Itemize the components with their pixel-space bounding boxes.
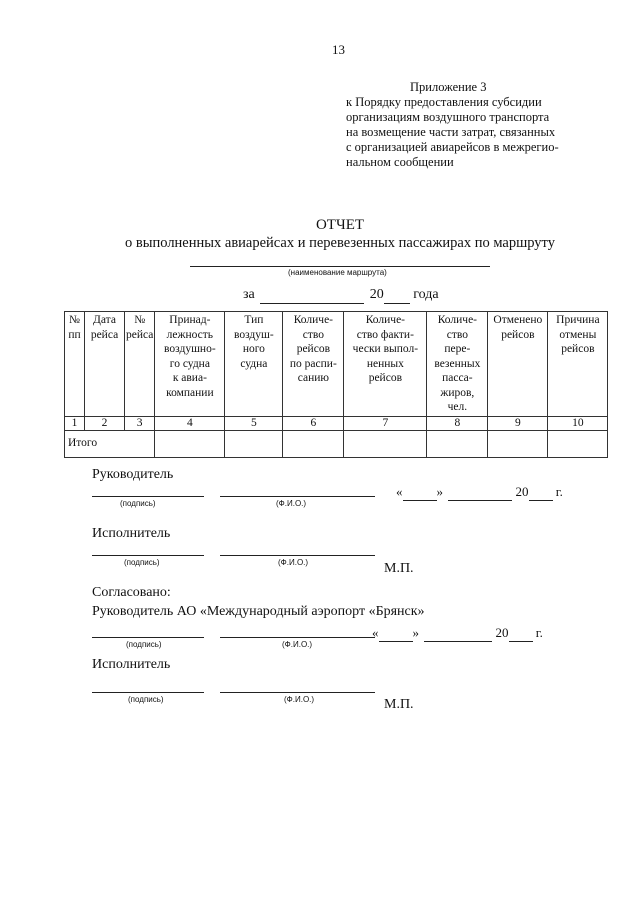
route-caption: (наименование маршрута)	[288, 268, 387, 277]
table-header-cell	[65, 312, 85, 417]
executor-label: Исполнитель	[92, 657, 171, 672]
total-cell[interactable]	[548, 430, 608, 457]
year-prefix: 20	[515, 484, 529, 499]
name-caption: (Ф.И.О.)	[282, 640, 313, 649]
column-number: 6	[283, 416, 344, 430]
total-cell[interactable]	[155, 430, 225, 457]
column-number: 2	[85, 416, 125, 430]
executor-sign-line[interactable]	[92, 692, 204, 693]
day-blank[interactable]	[403, 484, 437, 501]
table-header-cell	[155, 312, 225, 417]
total-cell[interactable]	[225, 430, 283, 457]
column-number: 9	[488, 416, 548, 430]
head-label: Руководитель	[92, 467, 174, 482]
airport-head-name-line[interactable]	[220, 637, 375, 638]
date-field	[396, 484, 563, 501]
sign-caption: (подпись)	[120, 499, 156, 508]
column-number: 7	[344, 416, 427, 430]
column-number: 10	[548, 416, 608, 430]
year-blank[interactable]	[509, 625, 533, 642]
day-blank[interactable]	[379, 625, 413, 642]
appendix-block	[346, 80, 559, 170]
report-period	[243, 287, 439, 304]
header-text: Количе- ство факти- чески выпол- ненных рейсов	[352, 314, 419, 384]
header-text: № пп	[68, 314, 81, 341]
executor-label: Исполнитель	[92, 526, 171, 541]
agreed-label: Согласовано:	[92, 585, 171, 600]
header-text: Отменено рейсов	[493, 314, 543, 341]
quote-open: «	[372, 625, 379, 640]
header-text: Количе- ство рейсов по распи- санию	[289, 314, 337, 384]
name-caption: (Ф.И.О.)	[284, 695, 315, 704]
table-header-cell	[344, 312, 427, 417]
month-blank[interactable]	[448, 484, 512, 501]
airport-head-sign-line[interactable]	[92, 637, 204, 638]
total-label: Итого	[65, 430, 155, 457]
column-number: 5	[225, 416, 283, 430]
column-number: 8	[427, 416, 488, 430]
year-prefix: 20	[495, 625, 509, 640]
appendix-line: организациям воздушного транспорта	[346, 110, 550, 124]
total-cell[interactable]	[488, 430, 548, 457]
column-number: 4	[155, 416, 225, 430]
table-number-row	[65, 416, 608, 430]
header-text: Причина отмены рейсов	[556, 314, 600, 355]
appendix-line: к Порядку предоставления субсидии	[346, 95, 542, 109]
table-header-cell	[85, 312, 125, 417]
header-text: Тип воздуш- ного судна	[233, 314, 274, 370]
page-number: 13	[332, 42, 345, 57]
airport-date-field	[372, 625, 543, 642]
stamp-label: М.П.	[384, 561, 414, 576]
head-sign-line[interactable]	[92, 496, 204, 497]
appendix-line: нальном сообщении	[346, 155, 454, 169]
table-header-cell	[548, 312, 608, 417]
route-name-line[interactable]	[190, 266, 490, 267]
table-header-row	[65, 312, 608, 417]
table-header-cell	[488, 312, 548, 417]
total-cell[interactable]	[344, 430, 427, 457]
table-header-cell	[427, 312, 488, 417]
sign-caption: (подпись)	[124, 558, 160, 567]
quote-open: «	[396, 484, 403, 499]
report-table	[64, 311, 608, 458]
appendix-title: Приложение 3	[410, 80, 487, 94]
total-cell[interactable]	[283, 430, 344, 457]
quote-close: »	[412, 625, 419, 640]
sign-caption: (подпись)	[126, 640, 162, 649]
quote-close: »	[436, 484, 443, 499]
header-text: № рейса	[126, 314, 154, 341]
table-total-row	[65, 430, 608, 457]
executor-sign-line[interactable]	[92, 555, 204, 556]
year-suffix: г.	[555, 484, 563, 499]
period-year: 20	[369, 287, 384, 302]
executor-name-line[interactable]	[220, 555, 375, 556]
head-name-line[interactable]	[220, 496, 375, 497]
name-caption: (Ф.И.О.)	[278, 558, 309, 567]
column-number: 1	[65, 416, 85, 430]
period-year-blank[interactable]	[384, 287, 410, 304]
year-suffix: г.	[535, 625, 543, 640]
airport-head-label: Руководитель АО «Международный аэропорт «Брянск»	[92, 604, 425, 619]
header-text: Принад- лежность воздушно- го судна к авиа- компании	[164, 314, 216, 399]
total-cell[interactable]	[427, 430, 488, 457]
table-header-cell	[125, 312, 155, 417]
period-prefix: за	[243, 287, 255, 302]
table-header-cell	[283, 312, 344, 417]
period-suffix: года	[413, 287, 439, 302]
stamp-label: М.П.	[384, 697, 414, 712]
name-caption: (Ф.И.О.)	[276, 499, 307, 508]
month-blank[interactable]	[424, 625, 492, 642]
appendix-line: с организацией авиарейсов в межрегио-	[346, 140, 559, 154]
header-text: Дата рейса	[90, 314, 119, 341]
report-title: ОТЧЕТ	[315, 217, 365, 233]
header-text: Количе- ство пере- везенных пасса- жиров, чел.	[434, 314, 481, 413]
executor-name-line[interactable]	[220, 692, 375, 693]
report-subtitle: о выполненных авиарейсах и перевезенных пассажирах по маршруту	[125, 235, 555, 251]
year-blank[interactable]	[529, 484, 553, 501]
appendix-line: на возмещение части затрат, связанных	[346, 125, 556, 139]
sign-caption: (подпись)	[128, 695, 164, 704]
table-header-cell	[225, 312, 283, 417]
period-date-blank[interactable]	[260, 287, 364, 304]
column-number: 3	[125, 416, 155, 430]
